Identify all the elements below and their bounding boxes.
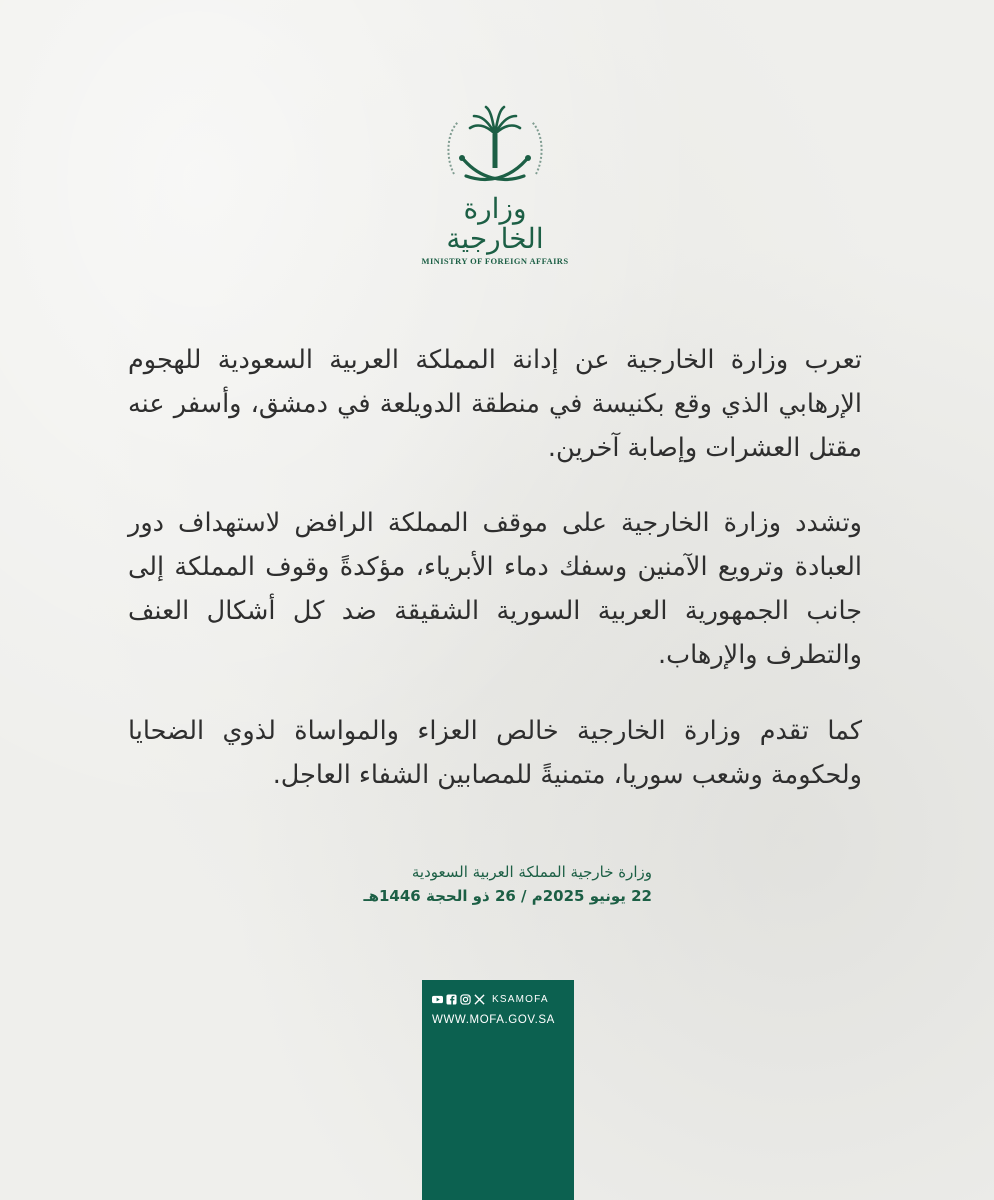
statement-paragraph-3: كما تقدم وزارة الخارجية خالص العزاء والمواساة لذوي الضحايا ولحكومة وشعب سوريا، متمنيةً للمصابين الشفاء العاجل. [128, 716, 862, 790]
logo-arabic-name: وزارة الخارجية [446, 192, 544, 255]
facebook-icon[interactable] [446, 994, 457, 1005]
instagram-icon[interactable] [460, 994, 471, 1005]
issue-date: 22 يونيو 2025م / 26 ذو الحجة 1446هـ [363, 887, 652, 905]
website-link[interactable]: WWW.MOFA.GOV.SA [432, 1014, 555, 1026]
youtube-icon[interactable] [432, 994, 443, 1005]
issuer-name: وزارة خارجية المملكة العربية السعودية [411, 863, 652, 881]
ministry-logo [420, 104, 570, 266]
footer-green-panel [422, 980, 574, 1200]
x-icon[interactable] [474, 994, 485, 1005]
social-handle[interactable]: KSAMOFA [492, 994, 549, 1005]
statement-paragraph-1: تعرب وزارة الخارجية عن إدانة المملكة العربية السعودية للهجوم الإرهابي الذي وقع بكنيسة في منطقة الدويلعة في دمشق، وأسفر عنه مقتل العشرات وإصابة آخرين. [128, 345, 862, 463]
signature-block [363, 860, 652, 908]
statement-paragraph-2: وتشدد وزارة الخارجية على موقف المملكة الرافض لاستهداف دور العبادة وترويع الآمنين وسفك دماء الأبرياء، مؤكدةً وقوف المملكة إلى جانب الجمهورية العربية السورية الشقيقة ضد كل أشكال العنف والتطرف والإرهاب. [128, 508, 862, 670]
logo-english-name: MINISTRY OF FOREIGN AFFAIRS [421, 256, 569, 266]
social-links [432, 994, 549, 1005]
saudi-emblem-icon [440, 104, 550, 194]
